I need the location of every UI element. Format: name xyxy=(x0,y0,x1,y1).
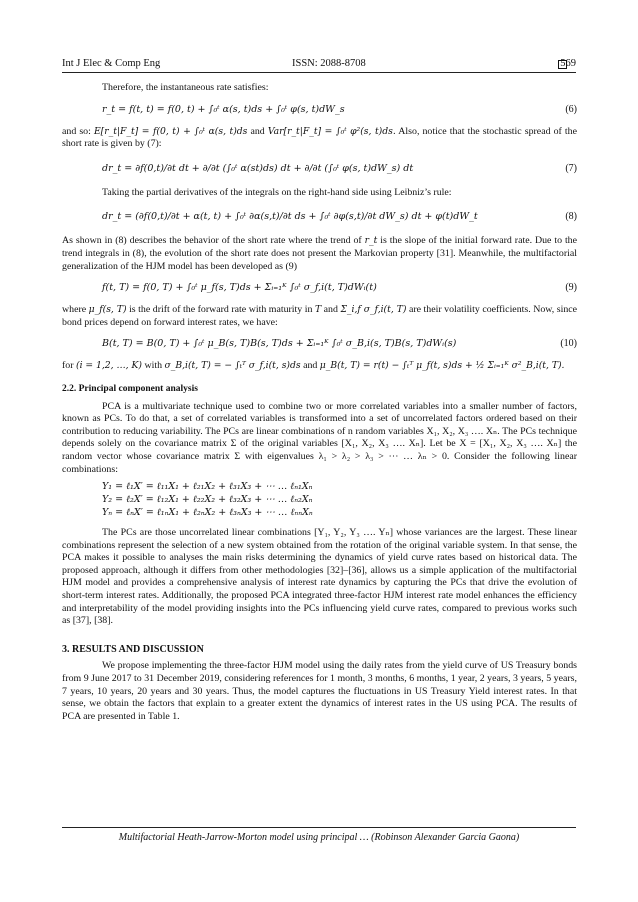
equation-7 xyxy=(62,156,577,182)
paragraph-for xyxy=(62,360,577,373)
equation-7-math: dr_t = ∂f(0,t)/∂t dt + ∂/∂t (∫₀ᵗ α(st)ds) dt + ∂/∂t (∫₀ᵗ φ(s, t)dW_s) dt xyxy=(102,162,414,174)
inline-math: σ_B,i(t, T) = − ∫ₜᵀ σ_f,i(t, s)ds xyxy=(164,360,301,372)
inline-math: E[r_t|F_t] = f(0, t) + ∫₀ᵗ α(s, t)ds xyxy=(93,125,248,137)
pca-paragraph: PCA is a multivariate technique used to combine two or more correlated variables into a smaller number of factors, known as PCs. To do that, a set of correlated variables is transformed into a set of uncorrelated factors ordered based on their contribution to reducing variability. The PCs are linear combinations of n random variables X₁, X₂, X₃ …. Xₙ. The PCs technique depends solely on the covariance matrix Σ of the original variables [X₁, X₂, X₃ …. Xₙ]. Let be X = [X₁, X₂, X₃ …. Xₙ] the random vector whose covariance matrix Σ with eigenvalues λ₁ > λ₂ > λ₃ > ⋯ … λₙ > 0. Consider the following linear combinations: xyxy=(62,400,577,475)
pc-line-n: Yₙ = ℓₙX′ = ℓ₁ₙX₁ + ℓ₂ₙX₂ + ℓ₃ₙX₃ + ⋯ … ℓₙₙXₙ xyxy=(102,507,313,519)
equation-10 xyxy=(62,334,577,355)
equation-7-number: (7) xyxy=(565,162,577,174)
page-number: 569 xyxy=(560,58,576,69)
paragraph-and-so xyxy=(62,126,577,151)
intro-line: Therefore, the instantaneous rate satisfies: xyxy=(102,82,269,93)
inline-math: (i = 1,2, …, K) xyxy=(75,360,142,372)
section-heading-3: 3. RESULTS AND DISCUSSION xyxy=(62,643,204,655)
inline-math: T xyxy=(314,304,322,316)
inline-math: r_t xyxy=(364,235,378,247)
equation-9-number: (9) xyxy=(565,282,577,294)
section-heading-2-2: 2.2. Principal component analysis xyxy=(62,383,198,394)
text-run: are their volatility coefficients. Now, since bond prices depend on forward interest rates, we have: xyxy=(62,304,578,328)
equation-8 xyxy=(62,204,577,230)
text-run: is the slope of the initial forward rate. Due to the trend integrals in (8), the evolution of the short rate does not present the Markovian property [31]. Meanwhile, the multifactorial generalization of the HJM model has been developed as (9) xyxy=(62,235,578,272)
issn: ISSN: 2088-8708 xyxy=(292,58,366,69)
running-header xyxy=(62,56,576,73)
text-run: and so: xyxy=(62,125,91,137)
text-run: for xyxy=(62,360,74,372)
text-run: with xyxy=(144,360,163,372)
inline-math: μ_f(s, T) xyxy=(88,304,127,316)
inline-math: Var[r_t|F_t] = ∫₀ᵗ φ²(s, t)ds. xyxy=(267,125,396,137)
text-run: and xyxy=(303,360,318,372)
inline-math: μ_B(t, T) = r(t) − ∫ₜᵀ μ_f(t, s)ds + ½ Σᵢ₌₁ᴷ σ²_B,i(t, T). xyxy=(319,360,565,372)
paragraph-as-shown xyxy=(62,235,577,273)
pcs-paragraph: The PCs are those uncorrelated linear combinations [Y₁, Y₂, Y₃ …. Yₙ] whose variances are the largest. These linear combinations represent the selection of a new system obtained from the rotation of the original variable system. In that sense, the PCA makes it possible to analyses the main risks determining the dynamics of yield curve rates based on historical data. The proposed approach, although it differs from other methodologies [32]–[36], allows us a simple application of the multifactorial HJM model and provides a comprehensive analysis of interest rate dynamics by capturing the PCs that drive the evolution of short-term interest rates. Additionally, the proposed PCA integrated three-factor HJM interest rate model enhances the efficiency and interpretability of the model providing insights into the PCs influencing yield curve rates, compared to previous works such as [37], [38]. xyxy=(62,527,577,627)
text-run: Also, notice that the stochastic spread of the short rate is given by (7): xyxy=(62,125,577,150)
journal-name: Int J Elec & Comp Eng xyxy=(62,58,161,69)
equation-9-math: f(t, T) = f(0, T) + ∫₀ᵗ μ_f(s, T)ds + Σᵢ₌₁ᴷ ∫₀ᵗ σ_f,i(t, T)dWᵢ(t) xyxy=(102,282,377,294)
leibniz-line: Taking the partial derivatives of the integrals on the right-hand side using Leibniz’s rule: xyxy=(102,186,452,198)
paragraph-where xyxy=(62,304,577,329)
equation-10-number: (10) xyxy=(560,338,577,350)
text-run: is the drift of the forward rate with maturity in xyxy=(129,304,313,316)
pc-line-1: Y₁ = ℓ₁X′ = ℓ₁₁X₁ + ℓ₂₁X₂ + ℓ₃₁X₃ + ⋯ … ℓₙ₁Xₙ xyxy=(102,481,313,493)
pc-line-2: Y₂ = ℓ₂X′ = ℓ₁₂X₁ + ℓ₂₂X₂ + ℓ₃₂X₃ + ⋯ … ℓₙ₂Xₙ xyxy=(102,494,313,506)
linear-combinations xyxy=(62,479,577,519)
equation-8-number: (8) xyxy=(565,211,577,223)
results-paragraph: We propose implementing the three-factor HJM model using the daily rates from the yield curve of US Treasury bonds from 9 June 2017 to 31 December 2019, considering references for 1 month, 3 months, 6 months, 1 year, 2 years, 3 years, 5 years, 7 years, 10 years, 20 years and 30 years. Thus, the model captures the fluctuations in US Treasury Yield interest rates. In that sense, we obtain the factors that explain to a greater extent the dynamics of interest rates in the US using PCA. The results of PCA are presented in Table 1. xyxy=(62,660,577,722)
inline-math: Σ_i,f σ_f,i(t, T) xyxy=(340,304,407,316)
text-run: and xyxy=(323,304,338,316)
equation-6-math: r_t = f(t, t) = f(0, t) + ∫₀ᵗ α(s, t)ds + ∫₀ᵗ φ(s, t)dW_s xyxy=(102,103,345,115)
equation-10-math: B(t, T) = B(0, T) + ∫₀ᵗ μ_B(s, T)B(s, T)ds + Σᵢ₌₁ᴷ ∫₀ᵗ σ_B,i(s, T)B(s, T)dWᵢ(s) xyxy=(102,338,457,350)
text-run: As shown in (8) describes the behavior of the short rate where the trend of xyxy=(62,235,362,247)
running-footer: Multifactorial Heath-Jarrow-Morton model using principal … (Robinson Alexander Garcia Gaona) xyxy=(62,827,576,843)
text-run: where xyxy=(62,304,87,316)
page-body xyxy=(62,82,577,723)
equation-6-number: (6) xyxy=(565,103,577,115)
equation-8-math: dr_t = (∂f(0,t)/∂t + α(t, t) + ∫₀ᵗ ∂α(s,t)/∂t ds + ∫₀ᵗ ∂φ(s,t)/∂t dW_s) dt + φ(t)dW_t xyxy=(102,211,478,223)
equation-9 xyxy=(62,278,577,299)
text-run: and xyxy=(250,125,265,137)
equation-6 xyxy=(62,100,577,121)
